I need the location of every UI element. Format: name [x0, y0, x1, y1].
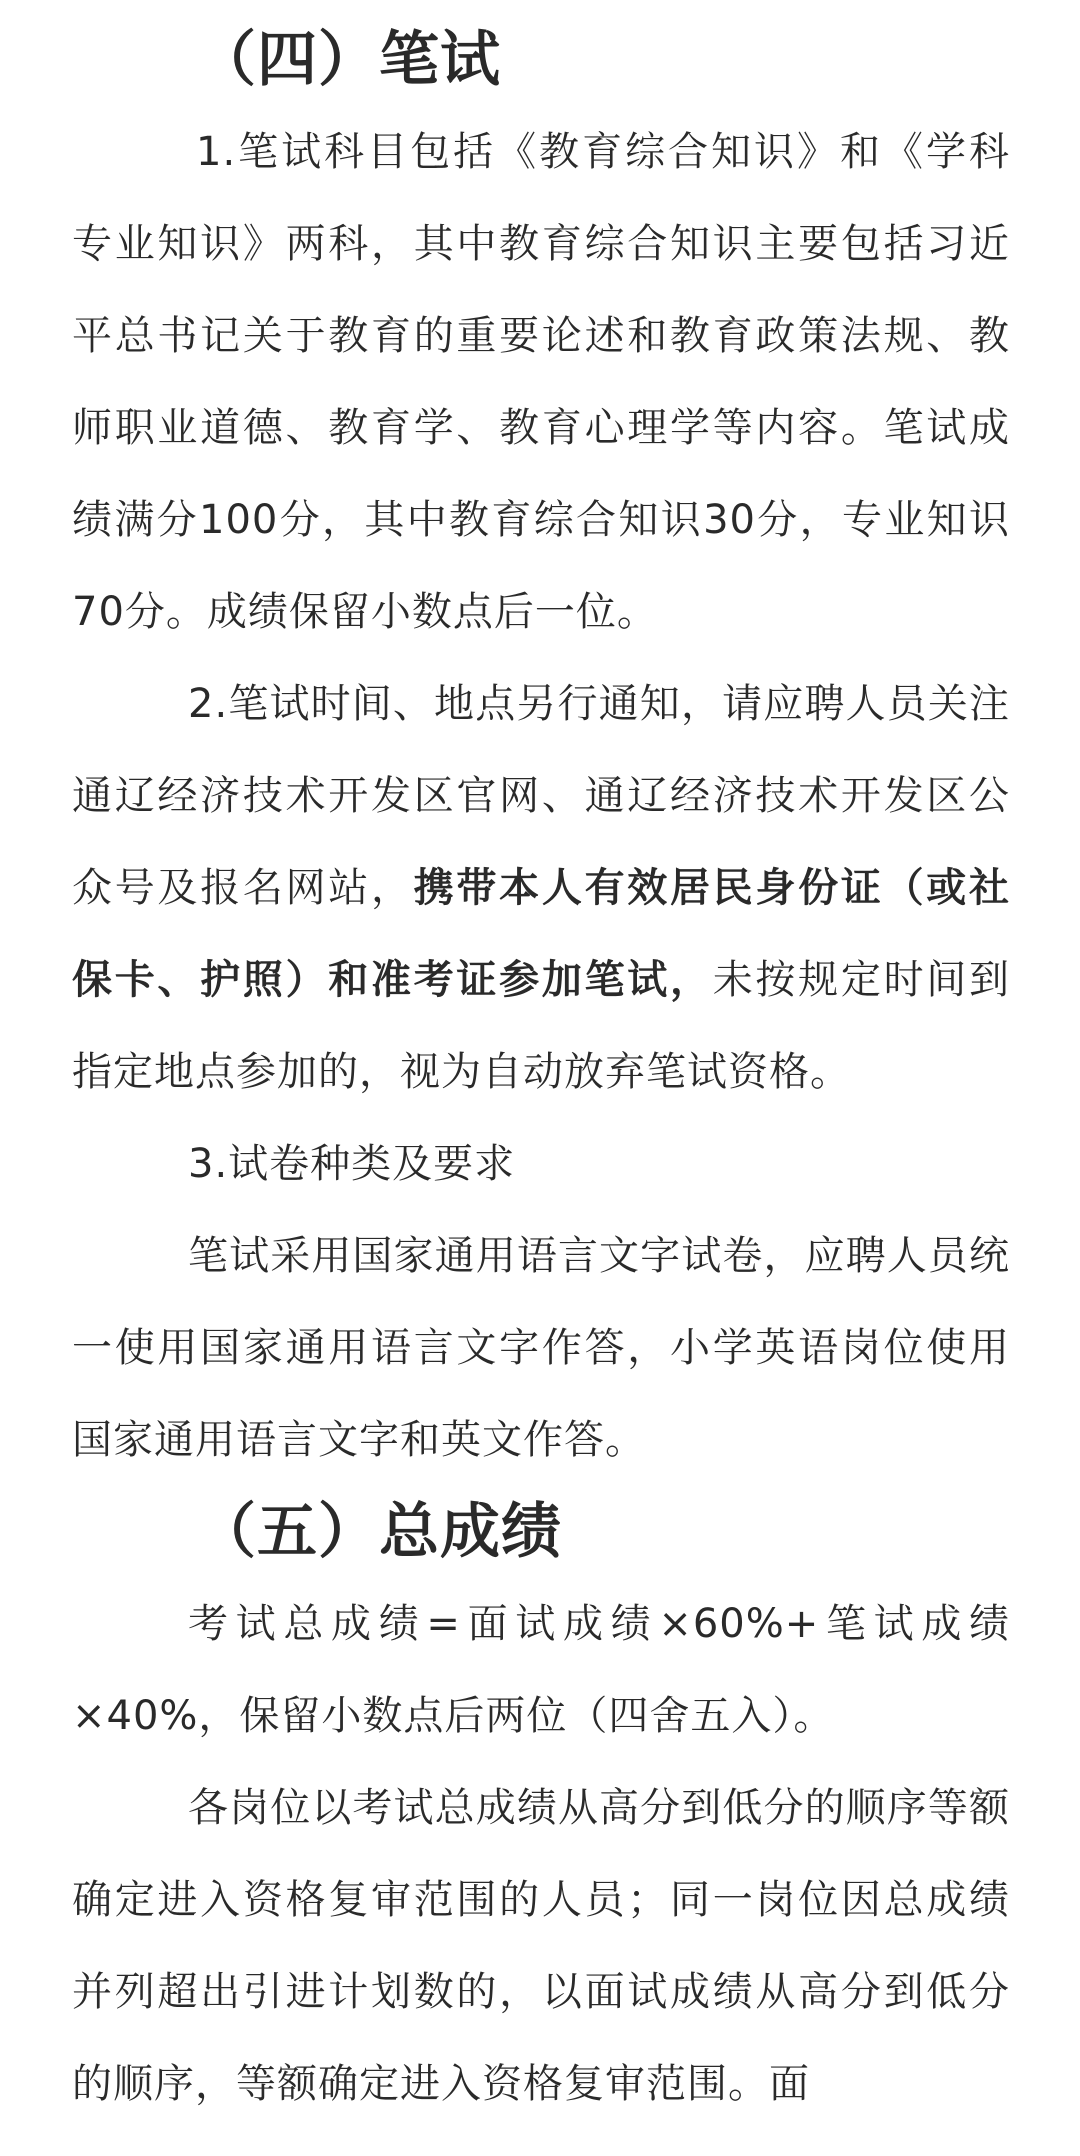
- paragraph-ranking-rule: 各岗位以考试总成绩从高分到低分的顺序等额确定进入资格复审范围的人员；同一岗位因总成绩并列超出引进计划数的，以面试成绩从高分到低分的顺序，等额确定进入资格复审范围。面: [72, 1785, 1010, 2107]
- exam-id-requirement-bold: 携带本人有效居民身份证（或社保卡、护照）和准考证参加笔试，: [72, 865, 1011, 1003]
- paragraph-exam-subjects: 1.笔试科目包括《教育综合知识》和《学科专业知识》两科，其中教育综合知识主要包括习近平总书记关于教育的重要论述和教育政策法规、教师职业道德、教育学、教育心理学等内容。笔试成绩满分100分，其中教育综合知识30分，专业知识70分。成绩保留小数点后一位。: [72, 129, 1010, 635]
- paragraph-exam-time-location: [72, 658, 1010, 1118]
- exam-time-text: 2.笔试时间、地点另行通知，请应聘人员关注通辽经济技术开发区官网、通辽经济技术开发区公众号及报名网站，: [72, 681, 1010, 911]
- paragraph-total-score-formula: 考试总成绩=面试成绩×60%+笔试成绩×40%，保留小数点后两位（四舍五入）。: [72, 1601, 1010, 1739]
- paragraph-paper-language: 笔试采用国家通用语言文字试卷，应聘人员统一使用国家通用语言文字作答，小学英语岗位使用国家通用语言文字和英文作答。: [72, 1233, 1010, 1463]
- section-heading-written-exam: （四）笔试: [196, 25, 501, 95]
- paragraph-paper-types-title: 3.试卷种类及要求: [188, 1141, 516, 1187]
- section-heading-total-score: （五）总成绩: [196, 1497, 562, 1567]
- exam-absence-text: 未按规定时间到指定地点参加的，视为自动放弃笔试资格。: [72, 957, 1011, 1095]
- document-body: [72, 14, 1010, 2130]
